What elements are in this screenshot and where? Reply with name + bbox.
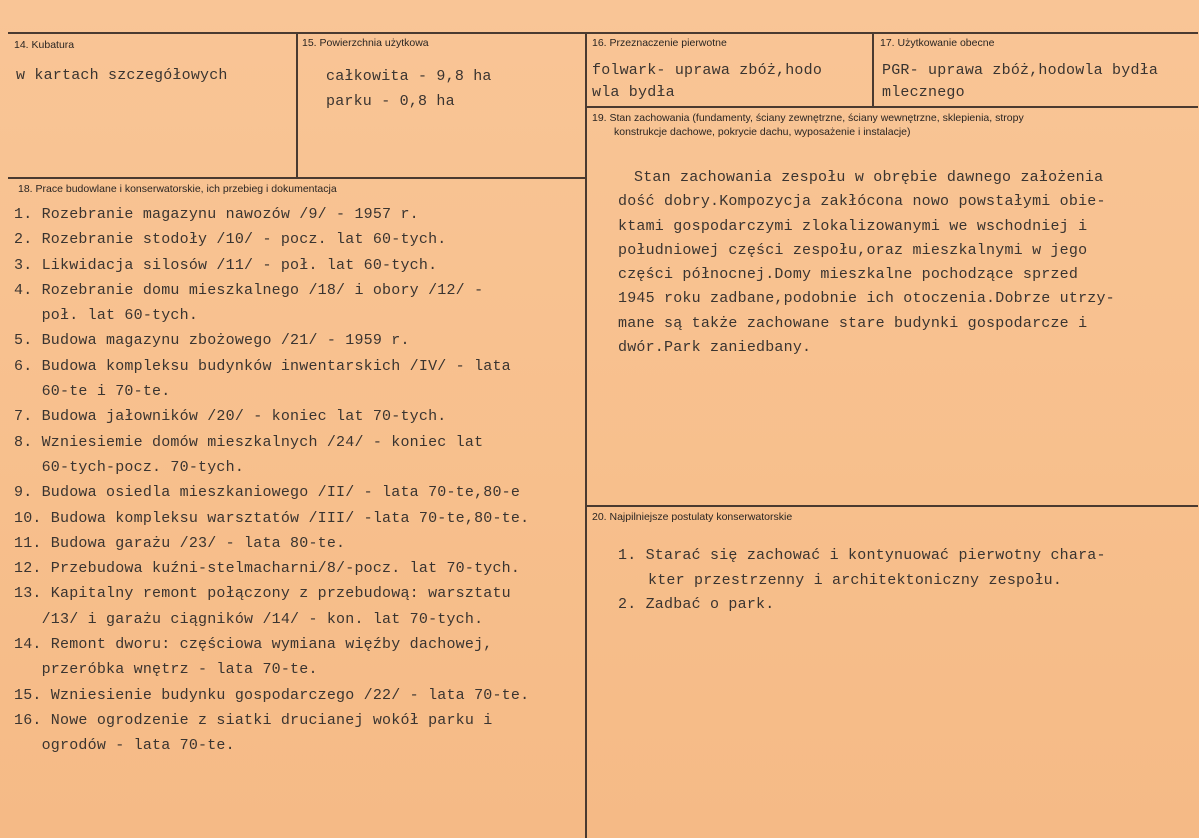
field-16-line: folwark- uprawa zbóż,hodo [592, 62, 823, 79]
field-15-line: całkowita - 9,8 ha [326, 68, 492, 85]
list-item: 1. Starać się zachować i kontynuować pierwotny chara- [618, 547, 1106, 564]
field-18-list [14, 202, 529, 759]
text-line: mane są także zachowane stare budynki gospodarcze i [618, 314, 1088, 332]
field-20-list [618, 544, 1106, 618]
text-line: ktami gospodarczymi zlokalizowanymi we wschodniej i [618, 217, 1088, 235]
list-item: 2. Zadbać o park. [618, 596, 775, 613]
list-item: 8. Wzniesiemie domów mieszkalnych /24/ - koniec lat [14, 433, 484, 451]
list-item: 3. Likwidacja silosów /11/ - poł. lat 60-tych. [14, 256, 438, 274]
text-line: 1945 roku zadbane,podobnie ich otoczenia.Dobrze utrzy- [618, 290, 1115, 308]
list-item: 1. Rozebranie magazynu nawozów /9/ - 1957 r. [14, 206, 419, 223]
field-16-label: 16. Przeznaczenie pierwotne [592, 37, 727, 49]
rule-above-20 [585, 505, 1198, 507]
field-19-label: 19. Stan zachowania (fundamenty, ściany zewnętrzne, ściany wewnętrzne, sklepienia, stropy [592, 112, 1024, 124]
field-18-label: 18. Prace budowlane i konserwatorskie, ich przebieg i dokumentacja [18, 183, 337, 195]
field-15-label: 15. Powierzchnia użytkowa [302, 37, 429, 49]
list-item: 60-te i 70-te. [14, 383, 171, 401]
field-19-label-cont: konstrukcje dachowe, pokrycie dachu, wyposażenie i instalacje) [614, 126, 911, 138]
field-17-label: 17. Użytkowanie obecne [880, 37, 995, 49]
field-17-line: mlecznego [882, 84, 965, 101]
text-line: dość dobry.Kompozycja zakłócona nowo powstałymi obie- [618, 193, 1106, 211]
list-item: 6. Budowa kompleksu budynków inwentarskich /IV/ - lata [14, 357, 511, 375]
list-item: kter przestrzenny i architektoniczny zespołu. [648, 571, 1063, 589]
list-item: przeróbka wnętrz - lata 70-te. [14, 661, 318, 679]
list-item: 15. Wzniesienie budynku gospodarczego /22/ - lata 70-te. [14, 686, 530, 704]
field-20-label: 20. Najpilniejsze postulaty konserwatorskie [592, 511, 793, 523]
text-line: południowej części zespołu,oraz mieszkalnymi w jego [618, 241, 1088, 259]
divider-main [585, 32, 587, 838]
field-14-value: w kartach szczegółowych [16, 67, 228, 84]
list-item: 2. Rozebranie stodoły /10/ - pocz. lat 60-tych. [14, 231, 447, 249]
field-14-label: 14. Kubatura [14, 39, 75, 51]
list-item: 13. Kapitalny remont połączony z przebudową: warsztatu [14, 585, 511, 603]
list-item: 7. Budowa jałowników /20/ - koniec lat 70-tych. [14, 408, 447, 426]
list-item: 60-tych-pocz. 70-tych. [14, 458, 245, 476]
top-rule [8, 32, 1198, 34]
text-line: części północnej.Domy mieszkalne pochodzące sprzed [618, 266, 1079, 284]
list-item: 5. Budowa magazynu zbożowego /21/ - 1959 r. [14, 332, 410, 350]
text-line: dwór.Park zaniedbany. [618, 339, 812, 357]
list-item: 11. Budowa garażu /23/ - lata 80-te. [14, 534, 346, 552]
field-17-line: PGR- uprawa zbóż,hodowla bydła [882, 62, 1159, 79]
list-item: 10. Budowa kompleksu warsztatów /III/ -lata 70-te,80-te. [14, 509, 530, 527]
text-line: Stan zachowania zespołu w obrębie dawnego założenia [634, 169, 1104, 186]
rule-above-18 [8, 177, 585, 179]
list-item: 9. Budowa osiedla mieszkaniowego /II/ - lata 70-te,80-e [14, 484, 521, 502]
field-15-line: parku - 0,8 ha [326, 93, 455, 110]
list-item: ogrodów - lata 70-te. [14, 737, 235, 755]
field-16-line: wla bydła [592, 84, 675, 101]
divider-14-15 [296, 32, 298, 177]
list-item: 16. Nowe ogrodzenie z siatki drucianej wokół parku i [14, 711, 493, 729]
rule-under-16-17 [585, 106, 1198, 108]
field-19-text [618, 166, 1115, 360]
list-item: 14. Remont dworu: częściowa wymiana więźby dachowej, [14, 636, 493, 654]
divider-16-17 [872, 32, 874, 106]
list-item: poł. lat 60-tych. [14, 307, 199, 325]
list-item: 12. Przebudowa kuźni-stelmacharni/8/-pocz. lat 70-tych. [14, 560, 521, 578]
list-item: 4. Rozebranie domu mieszkalnego /18/ i obory /12/ - [14, 281, 484, 299]
list-item: /13/ i garażu ciągników /14/ - kon. lat 70-tych. [14, 610, 484, 628]
